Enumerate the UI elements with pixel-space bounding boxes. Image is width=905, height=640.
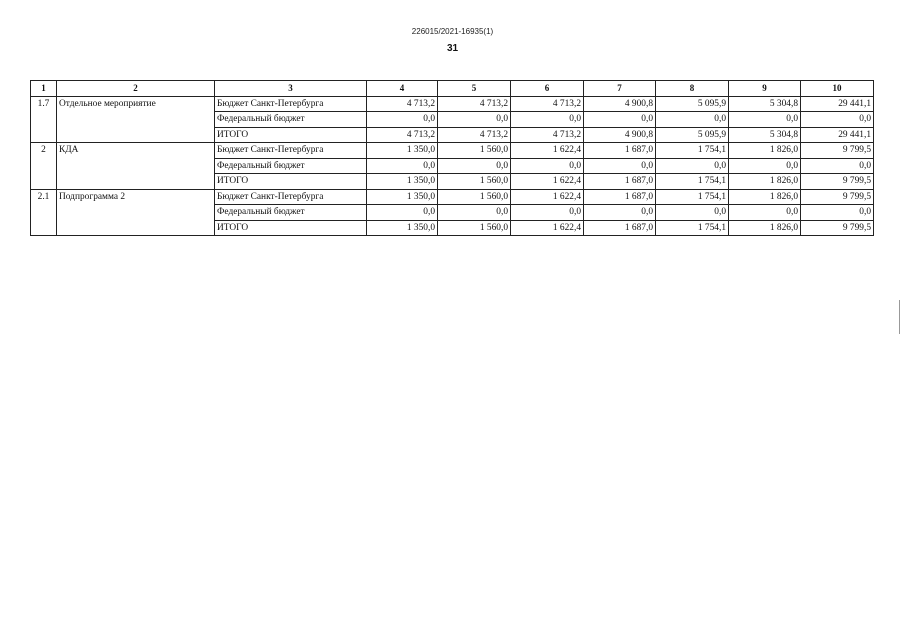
value-cell: 9 799,5 bbox=[801, 143, 874, 159]
column-header: 2 bbox=[57, 81, 215, 97]
funding-source: ИТОГО bbox=[215, 127, 367, 143]
value-cell: 0,0 bbox=[438, 112, 511, 128]
funding-source: Федеральный бюджет bbox=[215, 205, 367, 221]
funding-source: Бюджет Санкт-Петербурга bbox=[215, 143, 367, 159]
value-cell: 0,0 bbox=[511, 158, 584, 174]
value-cell: 0,0 bbox=[801, 205, 874, 221]
item-name: Подпрограмма 2 bbox=[57, 189, 215, 236]
value-cell: 1 687,0 bbox=[584, 143, 656, 159]
value-cell: 0,0 bbox=[584, 205, 656, 221]
value-cell: 9 799,5 bbox=[801, 220, 874, 236]
value-cell: 29 441,1 bbox=[801, 127, 874, 143]
value-cell: 1 754,1 bbox=[656, 220, 729, 236]
column-header: 10 bbox=[801, 81, 874, 97]
budget-table bbox=[30, 80, 874, 236]
value-cell: 1 826,0 bbox=[729, 174, 801, 190]
table-row bbox=[31, 96, 874, 112]
value-cell: 1 560,0 bbox=[438, 189, 511, 205]
value-cell: 0,0 bbox=[729, 205, 801, 221]
value-cell: 4 900,8 bbox=[584, 127, 656, 143]
value-cell: 0,0 bbox=[584, 158, 656, 174]
item-index: 2 bbox=[31, 143, 57, 190]
value-cell: 9 799,5 bbox=[801, 174, 874, 190]
value-cell: 1 350,0 bbox=[367, 220, 438, 236]
column-header: 5 bbox=[438, 81, 511, 97]
table-row bbox=[31, 143, 874, 159]
value-cell: 1 754,1 bbox=[656, 143, 729, 159]
value-cell: 0,0 bbox=[511, 112, 584, 128]
value-cell: 1 350,0 bbox=[367, 189, 438, 205]
value-cell: 5 095,9 bbox=[656, 96, 729, 112]
value-cell: 1 350,0 bbox=[367, 174, 438, 190]
column-header: 4 bbox=[367, 81, 438, 97]
value-cell: 1 754,1 bbox=[656, 174, 729, 190]
value-cell: 1 560,0 bbox=[438, 174, 511, 190]
table-body bbox=[31, 96, 874, 236]
value-cell: 4 713,2 bbox=[511, 127, 584, 143]
value-cell: 1 826,0 bbox=[729, 143, 801, 159]
value-cell: 0,0 bbox=[584, 112, 656, 128]
value-cell: 0,0 bbox=[656, 112, 729, 128]
value-cell: 1 622,4 bbox=[511, 174, 584, 190]
value-cell: 1 754,1 bbox=[656, 189, 729, 205]
page-number: 31 bbox=[446, 43, 459, 54]
value-cell: 1 622,4 bbox=[511, 143, 584, 159]
funding-source: ИТОГО bbox=[215, 174, 367, 190]
value-cell: 0,0 bbox=[367, 112, 438, 128]
value-cell: 9 799,5 bbox=[801, 189, 874, 205]
funding-source: Бюджет Санкт-Петербурга bbox=[215, 96, 367, 112]
value-cell: 0,0 bbox=[367, 158, 438, 174]
value-cell: 1 350,0 bbox=[367, 143, 438, 159]
value-cell: 0,0 bbox=[511, 205, 584, 221]
item-index: 2.1 bbox=[31, 189, 57, 236]
value-cell: 1 687,0 bbox=[584, 174, 656, 190]
funding-source: Бюджет Санкт-Петербурга bbox=[215, 189, 367, 205]
item-index: 1.7 bbox=[31, 96, 57, 143]
value-cell: 0,0 bbox=[801, 112, 874, 128]
value-cell: 5 095,9 bbox=[656, 127, 729, 143]
value-cell: 29 441,1 bbox=[801, 96, 874, 112]
value-cell: 1 560,0 bbox=[438, 143, 511, 159]
value-cell: 0,0 bbox=[729, 112, 801, 128]
item-name: КДА bbox=[57, 143, 215, 190]
funding-source: Федеральный бюджет bbox=[215, 112, 367, 128]
column-header: 1 bbox=[31, 81, 57, 97]
value-cell: 0,0 bbox=[729, 158, 801, 174]
value-cell: 0,0 bbox=[438, 158, 511, 174]
funding-source: ИТОГО bbox=[215, 220, 367, 236]
value-cell: 4 713,2 bbox=[438, 127, 511, 143]
value-cell: 0,0 bbox=[801, 158, 874, 174]
value-cell: 1 622,4 bbox=[511, 220, 584, 236]
value-cell: 4 713,2 bbox=[367, 96, 438, 112]
column-header: 9 bbox=[729, 81, 801, 97]
column-header: 6 bbox=[511, 81, 584, 97]
column-header: 7 bbox=[584, 81, 656, 97]
document-id: 226015/2021-16935(1) bbox=[411, 27, 494, 36]
value-cell: 1 560,0 bbox=[438, 220, 511, 236]
table-header-row bbox=[31, 81, 874, 97]
item-name: Отдельное мероприятие bbox=[57, 96, 215, 143]
value-cell: 1 622,4 bbox=[511, 189, 584, 205]
scan-edge-mark bbox=[899, 300, 900, 334]
value-cell: 0,0 bbox=[367, 205, 438, 221]
column-header: 3 bbox=[215, 81, 367, 97]
funding-source: Федеральный бюджет bbox=[215, 158, 367, 174]
value-cell: 4 713,2 bbox=[367, 127, 438, 143]
value-cell: 4 900,8 bbox=[584, 96, 656, 112]
value-cell: 0,0 bbox=[656, 158, 729, 174]
table-row bbox=[31, 189, 874, 205]
value-cell: 0,0 bbox=[656, 205, 729, 221]
value-cell: 1 687,0 bbox=[584, 220, 656, 236]
value-cell: 1 687,0 bbox=[584, 189, 656, 205]
value-cell: 1 826,0 bbox=[729, 220, 801, 236]
value-cell: 0,0 bbox=[438, 205, 511, 221]
value-cell: 5 304,8 bbox=[729, 96, 801, 112]
value-cell: 4 713,2 bbox=[438, 96, 511, 112]
value-cell: 1 826,0 bbox=[729, 189, 801, 205]
value-cell: 5 304,8 bbox=[729, 127, 801, 143]
column-header: 8 bbox=[656, 81, 729, 97]
value-cell: 4 713,2 bbox=[511, 96, 584, 112]
